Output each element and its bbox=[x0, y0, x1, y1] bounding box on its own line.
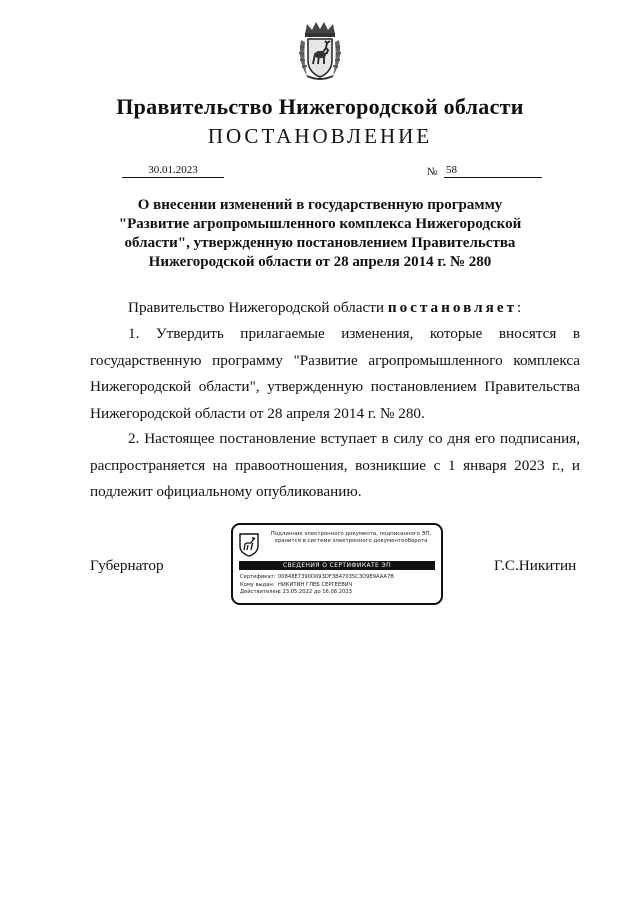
paragraph-1: 1. Утвердить прилагаемые изменения, которые вносятся в государственную программу "Развитие агропромышленного комплекса Нижегородской области", утвержденную постановлением Правительства Нижегородской области от 28 апреля 2014 г. № 280. bbox=[90, 325, 580, 422]
document-kind: ПОСТАНОВЛЕНИЕ bbox=[207, 124, 433, 148]
electronic-signature-stamp bbox=[231, 523, 443, 605]
coat-of-arms-emblem bbox=[297, 20, 343, 82]
stamp-key: Кому выдан: bbox=[240, 581, 275, 588]
subject-line: О внесении изменений в государственную программу bbox=[137, 197, 503, 213]
stamp-row-certificate bbox=[240, 574, 440, 582]
stamp-value: 00848E7390D093DF3B47035C3D9E9AAA7B bbox=[278, 574, 394, 580]
stamp-value: с 23.05.2022 до 16.08.2023 bbox=[278, 589, 352, 595]
resolution-intro bbox=[128, 295, 548, 322]
intro-suffix: : bbox=[517, 299, 522, 316]
document-subject bbox=[110, 196, 530, 272]
stamp-row-owner bbox=[240, 582, 440, 590]
number-sign: № bbox=[427, 166, 438, 178]
region-emblem-icon bbox=[238, 532, 260, 557]
subject-line: области", утвержденную постановлением Правительства bbox=[124, 235, 516, 251]
stamp-details bbox=[240, 574, 440, 597]
signer-position: Губернатор bbox=[90, 557, 164, 574]
paragraph-2: 2. Настоящее постановление вступает в силу со дня его подписания, распространяется на правоотношения, возникшие с 1 января 2023 г., и подлежит официальному опубликованию. bbox=[90, 430, 580, 500]
government-title: Правительство Нижегородской области bbox=[116, 94, 524, 119]
document-number-field bbox=[444, 164, 542, 178]
stamp-title-bar: СВЕДЕНИЯ О СЕРТИФИКАТЕ ЭП bbox=[239, 561, 435, 570]
document-date: 30.01.2023 bbox=[122, 164, 224, 178]
stamp-note-line: Подлинник электронного документа, подписанного ЭП, bbox=[270, 531, 432, 537]
stamp-note bbox=[263, 531, 439, 545]
stamp-row-validity bbox=[240, 589, 440, 597]
subject-line: "Развитие агропромышленного комплекса Нижегородской bbox=[118, 216, 522, 232]
stamp-key: Сертификат: bbox=[240, 574, 276, 580]
stamp-key: Действителен: bbox=[240, 589, 281, 595]
intro-keyword: постановляет bbox=[387, 299, 518, 316]
subject-line: Нижегородской области от 28 апреля 2014 г. № 280 bbox=[148, 254, 492, 270]
stamp-note-line: хранится в системе электронного документооборота bbox=[274, 538, 428, 544]
signer-name: Г.С.Никитин bbox=[494, 557, 577, 574]
document-number: 58 bbox=[446, 164, 457, 176]
intro-prefix: Правительство Нижегородской области bbox=[128, 299, 388, 316]
stamp-value: НИКИТИН ГЛЕБ СЕРГЕЕВИЧ bbox=[278, 581, 353, 588]
